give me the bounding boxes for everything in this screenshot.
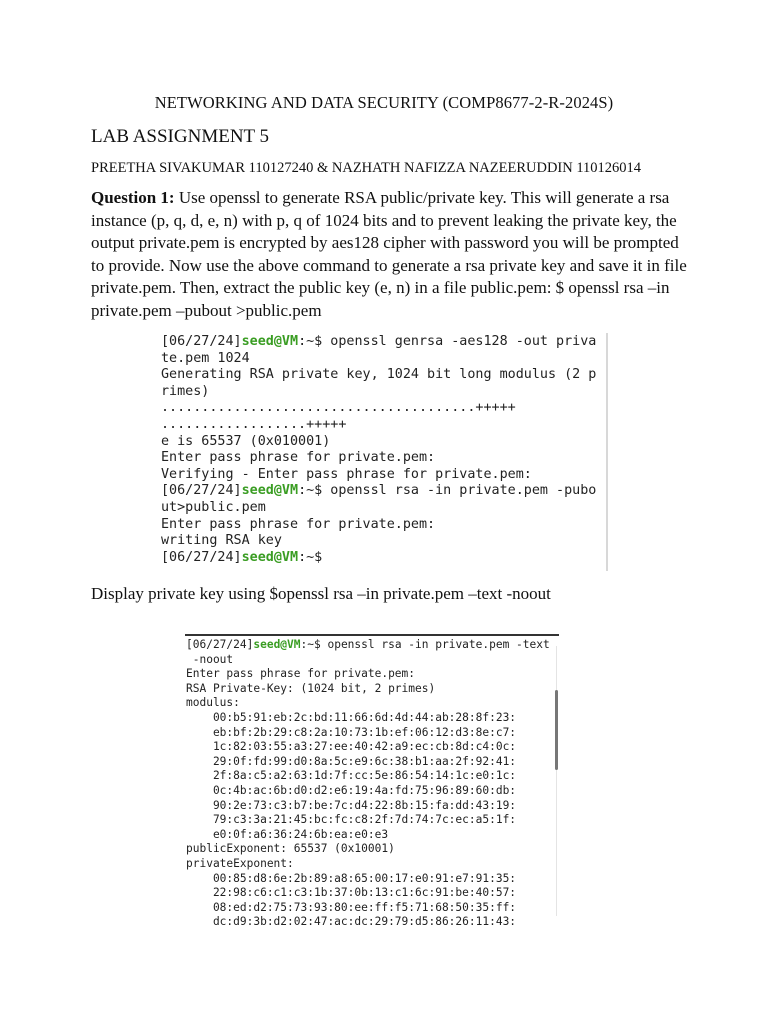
terminal-line: Enter pass phrase for private.pem: [186,667,416,681]
terminal-line: 0c:4b:ac:6b:d0:d2:e6:19:4a:fd:75:96:89:60:db: [186,783,517,797]
terminal-line: modulus: [186,696,240,710]
course-title: NETWORKING AND DATA SECURITY (COMP8677-2-R-2024S) [154,93,614,112]
terminal-line: 2f:8a:c5:a2:63:1d:7f:cc:5e:86:54:14:1c:e0:1c: [186,769,517,783]
terminal-line: 00:b5:91:eb:2c:bd:11:66:6d:4d:44:ab:28:8f:23: [186,710,517,724]
terminal-line: Generating RSA private key, 1024 bit long modulus (2 p [161,367,597,383]
terminal-line: 79:c3:3a:21:45:bc:fc:c8:2f:7d:74:7c:ec:a5:1f: [186,813,517,827]
prompt-user: seed@VM [241,483,299,499]
terminal-line: 22:98:c6:c1:c3:1b:37:0b:13:c1:6c:91:be:40:57: [186,886,517,900]
terminal-line: 90:2e:73:c3:b7:be:7c:d4:22:8b:15:fa:dd:43:19: [186,798,517,812]
terminal-screenshot-private-key [185,634,559,929]
terminal-line: e0:0f:a6:36:24:6b:ea:e0:e3 [186,827,389,841]
prompt-user: seed@VM [253,638,301,651]
terminal-line [185,638,559,653]
terminal-line: Enter pass phrase for private.pem: [161,516,436,532]
lab-title: LAB ASSIGNMENT 5 [91,126,270,147]
command-text: openssl rsa -in private.pem -text [320,638,550,651]
prompt-suffix: :~$ [298,483,323,499]
command-text: openssl rsa -in private.pem -pubo [322,483,597,499]
terminal-line: .......................................+++++ [161,400,516,416]
terminal-line: ut>public.pem [161,499,266,515]
terminal-line: rimes) [161,383,210,399]
terminal-line: 08:ed:d2:75:73:93:80:ee:ff:f5:71:68:50:35:ff: [186,900,517,914]
display-caption: Display private key using $openssl rsa –in private.pem –text -noout [91,584,551,603]
question-text: Use openssl to generate RSA public/private key. This will generate a rsa instance (p, q, d, e, n) with p, q of 1024 bits and to prevent leaking the private key, the output private.pem is encrypted by aes128 cipher with password you will be prompted to provide. Now use the above command to generate a rsa private key and save it in file private.pem. Then, extract the public key (e, n) in a file public.pem: $ openssl rsa –in private.pem –pubout >public.pem [91,188,687,320]
terminal-line: 00:85:d8:6e:2b:89:a8:65:00:17:e0:91:e7:91:35: [186,871,517,885]
terminal-scroll-track [556,646,557,916]
prompt-date: [06/27/24] [161,483,242,499]
terminal-line: Enter pass phrase for private.pem: [161,450,436,466]
terminal-line: ..................+++++ [161,416,347,432]
terminal-line: eb:bf:2b:29:c8:2a:10:73:1b:ef:06:12:d3:8e:c7: [186,725,517,739]
command-text: openssl genrsa -aes128 -out priva [322,334,597,349]
terminal-line: e is 65537 (0x010001) [161,433,331,449]
terminal-line: RSA Private-Key: (1024 bit, 2 primes) [186,681,436,695]
prompt-date: [06/27/24] [186,638,254,651]
terminal-scrollbar-thumb [555,690,558,770]
terminal-line: -noout [186,652,234,666]
prompt-suffix: :~$ [298,549,323,565]
terminal-line: te.pem 1024 [161,350,250,366]
terminal-line: writing RSA key [161,533,282,549]
terminal-line: 29:0f:fd:99:d0:8a:5c:e9:6c:38:b1:aa:2f:92:41: [186,754,517,768]
terminal-line: privateExponent: [186,856,294,870]
terminal-line: Verifying - Enter pass phrase for private.pem: [161,466,532,482]
prompt-suffix: :~$ [300,638,321,651]
prompt-user: seed@VM [241,334,299,349]
prompt-date: [06/27/24] [161,334,242,349]
author-line: PREETHA SIVAKUMAR 110127240 & NAZHATH NAFIZZA NAZEERUDDIN 110126014 [91,160,642,176]
question-label: Question 1: [91,188,175,207]
terminal-line: dc:d9:3b:d2:02:47:ac:dc:29:79:d5:86:26:11:43: [186,915,517,929]
prompt-user: seed@VM [241,549,299,565]
terminal-line [158,334,606,351]
terminal-screenshot-genrsa [158,333,608,571]
prompt-suffix: :~$ [298,334,323,349]
question-1-paragraph [91,187,691,323]
prompt-date: [06/27/24] [161,549,242,565]
terminal-line [158,550,606,567]
terminal-line: publicExponent: 65537 (0x10001) [186,842,395,856]
terminal-line [158,483,606,500]
terminal-line: 1c:82:03:55:a3:27:ee:40:42:a9:ec:cb:8d:c4:0c: [186,740,517,754]
